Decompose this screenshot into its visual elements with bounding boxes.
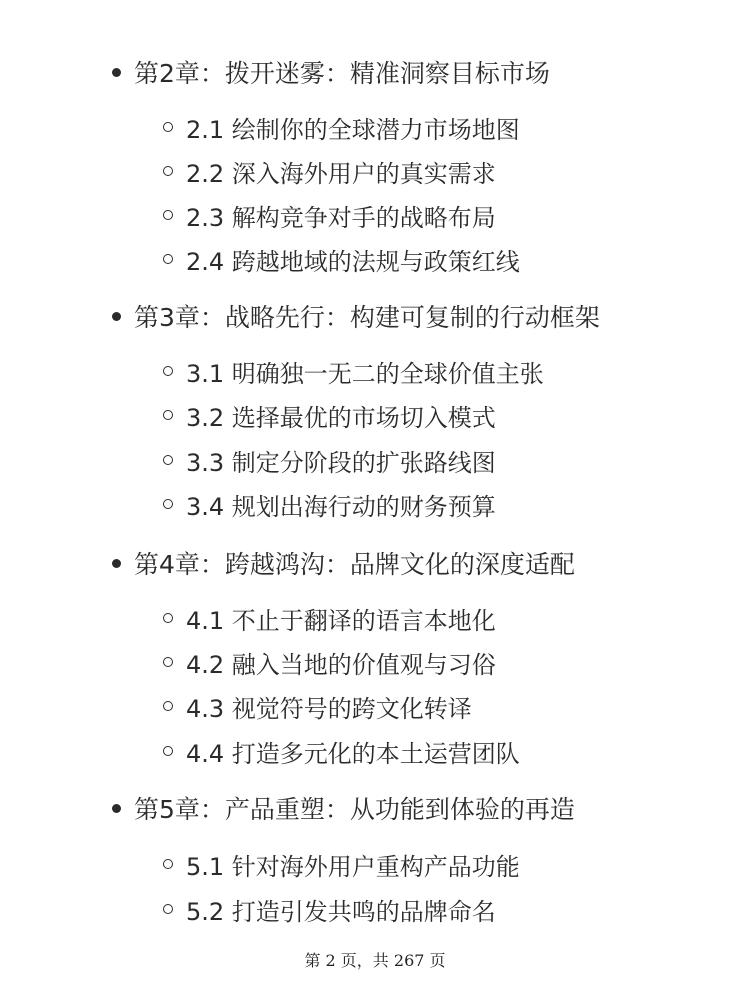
hollow-bullet-icon [163,122,173,132]
hollow-bullet-icon [163,859,173,869]
hollow-bullet-icon [163,499,173,509]
hollow-bullet-icon [163,904,173,914]
section-item [163,108,520,146]
hollow-bullet-icon [163,701,173,711]
section-title: 3.4 规划出海行动的财务预算 [186,492,496,521]
section-item [163,196,496,234]
section-item [163,485,496,523]
hollow-bullet-icon [163,657,173,667]
chapter-item [112,296,600,336]
chapter-item [112,52,550,92]
section-title: 2.3 解构竞争对手的战略布局 [186,203,496,232]
chapter-title: 第2章：拨开迷雾：精准洞察目标市场 [134,59,550,88]
section-title: 2.2 深入海外用户的真实需求 [186,159,496,188]
section-item [163,687,472,725]
section-title: 4.3 视觉符号的跨文化转译 [186,694,472,723]
hollow-bullet-icon [163,455,173,465]
section-title: 2.4 跨越地域的法规与政策红线 [186,247,520,276]
hollow-bullet-icon [163,166,173,176]
hollow-bullet-icon [163,366,173,376]
hollow-bullet-icon [163,210,173,220]
section-item [163,732,520,770]
section-item [163,152,496,190]
section-item [163,599,496,637]
section-item [163,845,520,883]
chapter-title: 第3章：战略先行：构建可复制的行动框架 [134,303,600,332]
section-title: 3.2 选择最优的市场切入模式 [186,403,496,432]
filled-bullet-icon [112,312,121,321]
page-number: 第 2 页，共 267 页 [304,951,446,970]
hollow-bullet-icon [163,410,173,420]
hollow-bullet-icon [163,746,173,756]
section-title: 5.2 打造引发共鸣的品牌命名 [186,897,496,926]
section-title: 4.4 打造多元化的本土运营团队 [186,739,520,768]
hollow-bullet-icon [163,613,173,623]
section-title: 3.1 明确独一无二的全球价值主张 [186,359,544,388]
filled-bullet-icon [112,559,121,568]
chapter-item [112,788,575,828]
section-title: 3.3 制定分阶段的扩张路线图 [186,448,496,477]
section-item [163,352,544,390]
section-item [163,396,496,434]
section-title: 4.2 融入当地的价值观与习俗 [186,650,496,679]
filled-bullet-icon [112,804,121,813]
chapter-item [112,543,575,583]
section-item [163,643,496,681]
section-item [163,890,496,928]
section-item [163,240,520,278]
filled-bullet-icon [112,68,121,77]
chapter-title: 第4章：跨越鸿沟：品牌文化的深度适配 [134,550,575,579]
hollow-bullet-icon [163,254,173,264]
section-title: 4.1 不止于翻译的语言本地化 [186,606,496,635]
section-item [163,441,496,479]
section-title: 5.1 针对海外用户重构产品功能 [186,852,520,881]
section-title: 2.1 绘制你的全球潜力市场地图 [186,115,520,144]
chapter-title: 第5章：产品重塑：从功能到体验的再造 [134,795,575,824]
